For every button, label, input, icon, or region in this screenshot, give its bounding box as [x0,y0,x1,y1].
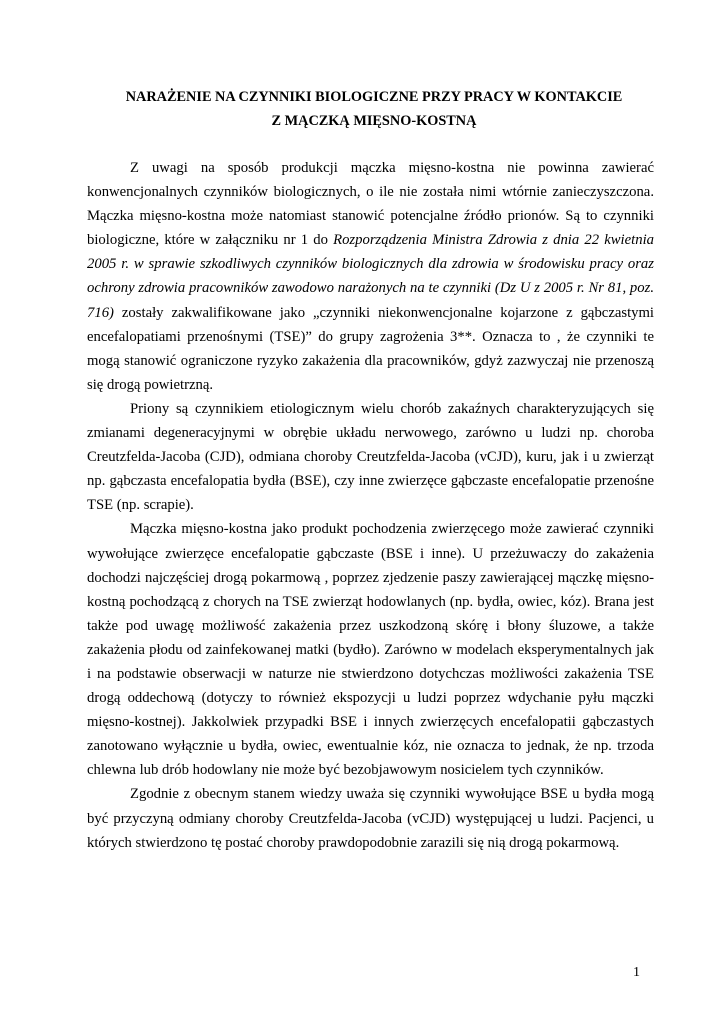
paragraph-2: Priony są czynnikiem etiologicznym wielu chorób zakaźnych charakteryzujących się zmianami degeneracyjnymi w obrębie układu nerwowego, zarówno u ludzi np. choroba Creutzfelda-Jacoba (CJD), odmiana choroby Creutzfelda-Jacoba (vCJD), kuru, jak i u zwierząt np. gąbczasta encefalopatia bydła (BSE), czy inne zwierzęce gąbczaste encefalopatie przenośne TSE (np. scrapie). [87,400,654,514]
regulation-citation: Rozporządzenia Ministra Zdrowia z dnia 22 kwietnia 2005 r. w sprawie szkodliwych czynników biologicznych dla zdrowia w środowisku pracy oraz ochrony zdrowia pracowników zawodowo narażonych na te czynniki (Dz U z 2005 r. Nr 81, poz. 716) [87,232,654,321]
page-number: 1 [633,965,640,980]
document-body [87,156,654,855]
paragraph-1-intro: Z uwagi na sposób produkcji mączka mięsno-kostna nie powinna zawierać konwencjonalnych czynników biologicznych, o ile nie została nimi wtórnie zanieczyszczona. Mączka mięsno-kostna może natomiast stanowić potencjalne źródło prionów. Są to czynniki biologiczne, które w załączniku nr 1 do [87,160,654,249]
document-title-line-1: NARAŻENIE NA CZYNNIKI BIOLOGICZNE PRZY PRACY W KONTAKCIE [125,89,623,105]
paragraph-4: Zgodnie z obecnym stanem wiedzy uważa się czynniki wywołujące BSE u bydła mogą być przyczyną odmiany choroby Creutzfelda-Jacoba (vCJD) występującej u ludzi. Pacjenci, u których stwierdzono tę postać choroby prawdopodobnie zarazili się nią drogą pokarmową. [87,786,654,851]
paragraph-1 [87,156,654,397]
paragraph-1-rest: zostały zakwalifikowane jako „czynniki niekonwencjonalne kojarzone z gąbczastymi encefalopatiami przenośnymi (TSE)” do grupy zagrożenia 3**. Oznacza to , że czynniki te mogą stanowić ograniczone ryzyko zakażenia dla pracowników, gdyż zazwyczaj nie przenoszą się drogą powietrzną. [87,304,654,393]
document-title-line-2: Z MĄCZKĄ MIĘSNO-KOSTNĄ [271,113,477,129]
paragraph-3: Mączka mięsno-kostna jako produkt pochodzenia zwierzęcego może zawierać czynniki wywołujące zwierzęce encefalopatie gąbczaste (BSE i inne). U przeżuwaczy do zakażenia dochodzi najczęściej drogą pokarmową , poprzez zjedzenie paszy zawierającej mączkę mięsno-kostną pochodzącą z chorych na TSE zwierząt hodowlanych (np. bydła, owiec, kóz). Brana jest także pod uwagę możliwość zakażenia przez uszkodzoną skórę i błony śluzowe, a także zakażenia płodu od zainfekowanej matki (bydło). Zarówno w modelach eksperymentalnych jak i na podstawie obserwacji w naturze nie stwierdzono dotychczas możliwości zakażenia TSE drogą oddechową (dotyczy to również ekspozycji u ludzi poprzez wdychanie pyłu mączki mięsno-kostnej). Jakkolwiek przypadki BSE i innych zwierzęcych encefalopatii gąbczastych zanotowano wyłącznie u bydła, owiec, ewentualnie kóz, nie oznacza to jednak, że np. trzoda chlewna lub drób hodowlany nie może być bezobjawowym nosicielem tych czynników. [87,521,654,779]
